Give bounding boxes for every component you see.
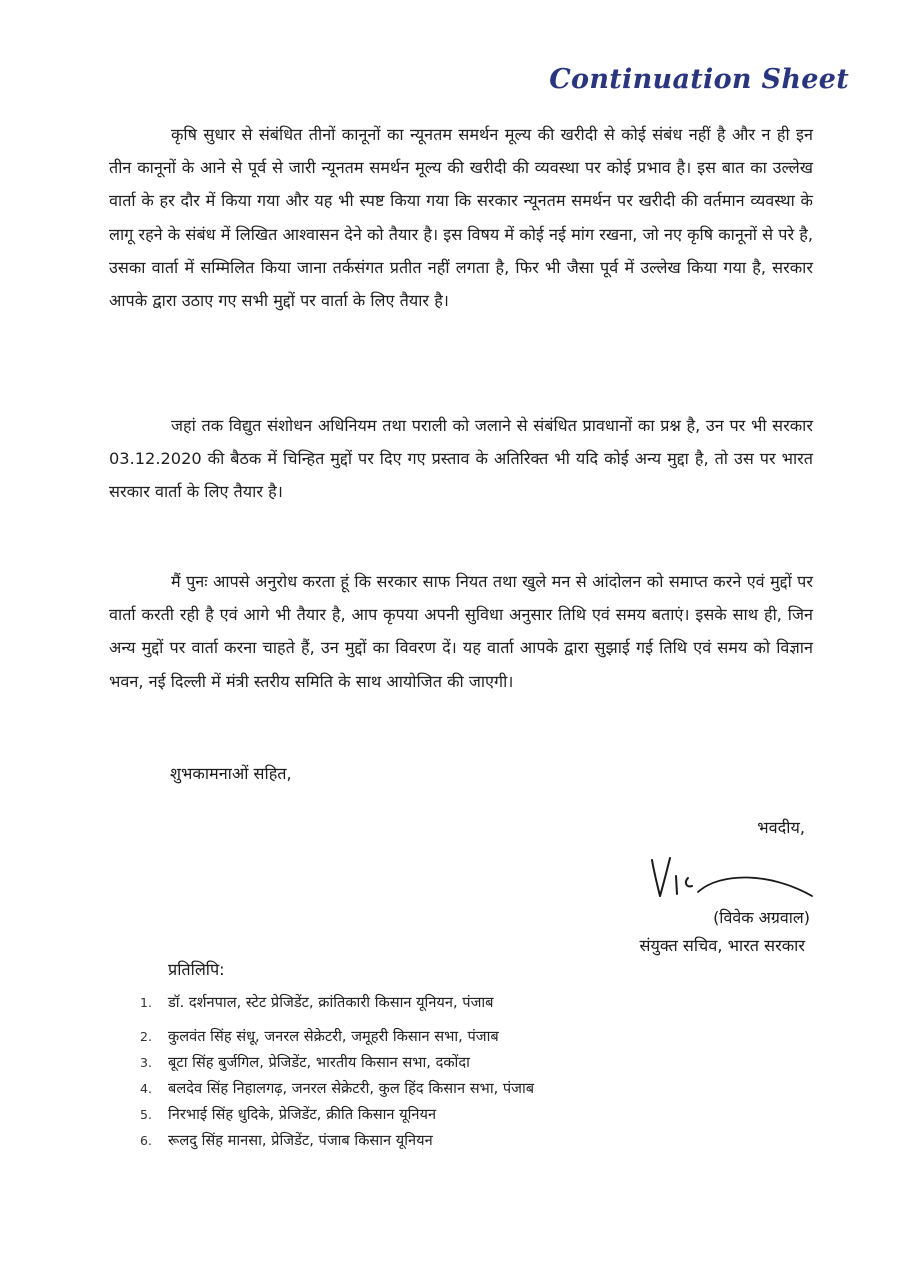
signatory-name: (विवेक अग्रवाल) <box>713 908 810 927</box>
copy-to-item <box>140 1104 534 1130</box>
copy-to-item-text: बलदेव सिंह निहालगढ़, जनरल सेक्रेटरी, कुल हिंद किसान सभा, पंजाब <box>168 1080 535 1097</box>
signoff: भवदीय, <box>757 818 805 837</box>
continuation-sheet-heading: Continuation Sheet <box>549 64 849 95</box>
copy-to-item-text: डॉ. दर्शनपाल, स्टेट प्रेजिडेंट, क्रांतिकारी किसान यूनियन, पंजाब <box>168 994 494 1011</box>
copy-to-list <box>140 992 534 1156</box>
copy-to-item <box>140 992 534 1026</box>
copy-to-item-number: 4. <box>140 1081 152 1096</box>
body-paragraph-1: कृषि सुधार से संबंधित तीनों कानूनों का न्यूनतम समर्थन मूल्य की खरीदी से कोई संबंध नहीं है और न ही इन तीन कानूनों के आने से पूर्व से जारी न्यूनतम समर्थन मूल्य की खरीदी की व्यवस्था पर कोई प्रभाव है। इस बात का उल्लेख वार्ता के हर दौर में किया गया और यह भी स्पष्ट किया गया कि सरकार न्यूनतम समर्थन पर खरीदी की वर्तमान व्यवस्था के लागू रहने के संबंध में लिखित आश्वासन देने को तैयार है। इस विषय में कोई नई मांग रखना, जो नए कृषि कानूनों से परे है, उसका वार्ता में सम्मिलित किया जाना तर्कसंगत प्रतीत नहीं लगता है, फिर भी जैसा पूर्व में उल्लेख किया गया है, सरकार आपके द्वारा उठाए गए सभी मुद्दों पर वार्ता के लिए तैयार है। <box>109 125 813 311</box>
signatory-designation: संयुक्त सचिव, भारत सरकार <box>639 936 805 955</box>
body-paragraph-2: जहां तक विद्युत संशोधन अधिनियम तथा पराली को जलाने से संबंधित प्रावधानों का प्रश्न है, उन पर भी सरकार 03.12.2020 की बैठक में चिन्हित मुद्दों पर दिए गए प्रस्ताव के अतिरिक्त भी यदि कोई अन्य मुद्दा है, तो उस पर भारत सरकार वार्ता के लिए तैयार है। <box>109 416 813 502</box>
copy-to-item <box>140 1052 534 1078</box>
closing-greeting: शुभकामनाओं सहित, <box>170 764 292 783</box>
copy-to-item <box>140 1078 534 1104</box>
copy-to-item-number: 6. <box>140 1133 152 1148</box>
body-paragraph-3: मैं पुनः आपसे अनुरोध करता हूं कि सरकार साफ नियत तथा खुले मन से आंदोलन को समाप्त करने एवं मुद्दों पर वार्ता करती रही है एवं आगे भी तैयार है, आप कृपया अपनी सुविधा अनुसार तिथि एवं समय बताएं। इसके साथ ही, जिन अन्य मुद्दों पर वार्ता करना चाहते हैं, उन मुद्दों का विवरण दें। यह वार्ता आपके द्वारा सुझाई गई तिथि एवं समय को विज्ञान भवन, नई दिल्ली में मंत्री स्तरीय समिति के साथ आयोजित की जाएगी। <box>109 572 813 691</box>
copy-to-item <box>140 1026 534 1052</box>
copy-to-item-text: कुलवंत सिंह संधू, जनरल सेक्रेटरी, जमूहरी किसान सभा, पंजाब <box>168 1028 499 1045</box>
copy-to-item-number: 3. <box>140 1055 152 1070</box>
copy-to-item-number: 1. <box>140 995 152 1010</box>
copy-to-item <box>140 1130 534 1156</box>
copy-to-item-text: रूलदु सिंह मानसा, प्रेजिडेंट, पंजाब किसान यूनियन <box>168 1132 433 1149</box>
copy-to-item-text: निरभाई सिंह धुदिके, प्रेजिडेंट, क्रीति किसान यूनियन <box>168 1106 437 1123</box>
copy-to-heading: प्रतिलिपि: <box>168 960 225 979</box>
copy-to-item-text: बूटा सिंह बुर्जगिल, प्रेजिडेंट, भारतीय किसान सभा, दकोंदा <box>168 1054 470 1071</box>
copy-to-item-number: 2. <box>140 1029 152 1044</box>
copy-to-item-number: 5. <box>140 1107 152 1122</box>
